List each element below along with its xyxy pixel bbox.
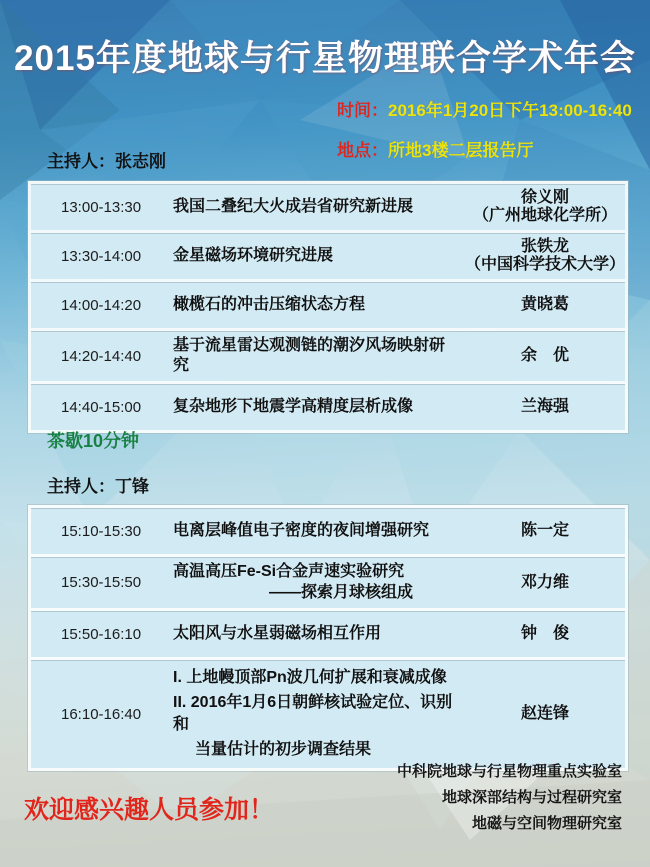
talk-title [173, 294, 465, 316]
schedule-row [31, 508, 625, 554]
welcome-message: 欢迎感兴趣人员参加！ [24, 796, 275, 824]
talk-title-line: 橄榄石的冲击压缩状态方程 [173, 296, 366, 313]
speaker-name-line: 张铁龙 [520, 238, 569, 255]
talk-title [173, 335, 465, 377]
time-slot: 14:00-14:20 [61, 296, 142, 314]
time-slot: 13:30-14:00 [61, 247, 142, 265]
speaker-name [465, 398, 625, 416]
time-slot: 13:00-13:30 [61, 198, 142, 216]
place-value: 所地3楼二层报告厅 [388, 141, 534, 160]
schedule-row [31, 331, 625, 381]
speaker-name-line: 黄晓葛 [520, 296, 569, 313]
schedule-table-1 [28, 181, 628, 433]
speaker-name-line: 陈一定 [520, 522, 569, 539]
talk-title-line: 我国二叠纪大火成岩省研究新进展 [173, 198, 414, 215]
speaker-name [465, 522, 625, 540]
talk-title [173, 196, 465, 218]
talk-title [173, 664, 465, 764]
organizer-list [397, 759, 622, 837]
speaker-name [465, 625, 625, 643]
schedule-row [31, 611, 625, 657]
session2-host: 主持人：丁锋 [47, 477, 149, 496]
schedule-row [31, 660, 625, 768]
schedule-row [31, 184, 625, 230]
time-slot: 14:40-15:00 [61, 398, 142, 416]
speaker-name [465, 574, 625, 592]
talk-title [173, 245, 465, 267]
speaker-name-line: 邓力维 [520, 573, 569, 591]
schedule-row [31, 557, 625, 608]
talk-title [173, 396, 465, 418]
event-time [337, 96, 632, 121]
talk-title-line: 高温高压Fe-Si合金声速实验研究 [173, 563, 405, 580]
organizer-line: 地磁与空间物理研究室 [471, 815, 622, 832]
talk-title-line: 复杂地形下地震学高精度层析成像 [173, 398, 414, 415]
talk-title-line: I. 上地幔顶部Pn波几何扩展和衰减成像 [173, 669, 447, 686]
speaker-name [465, 189, 625, 225]
speaker-name-line: 钟 俊 [520, 625, 569, 642]
event-place [337, 136, 632, 161]
talk-title-line: II. 2016年1月6日朝鲜核试验定位、识别和 [173, 694, 453, 733]
time-label: 时间： [337, 101, 388, 120]
schedule-row [31, 384, 625, 430]
speaker-name [465, 296, 625, 314]
session1-host: 主持人：张志刚 [47, 152, 166, 171]
event-meta [337, 96, 632, 176]
talk-title [173, 561, 465, 604]
schedule-table-2 [28, 505, 628, 771]
schedule-row [31, 282, 625, 328]
time-slot: 16:10-16:40 [61, 705, 142, 723]
time-slot: 15:50-16:10 [61, 625, 142, 643]
talk-title-line: 电离层峰值电子密度的夜间增强研究 [173, 522, 430, 539]
speaker-name-line: 赵连锋 [520, 705, 569, 722]
time-slot: 14:20-14:40 [61, 347, 142, 365]
speaker-name-line: （中国科学技术大学） [465, 256, 626, 273]
organizer-line: 地球深部结构与过程研究室 [441, 789, 622, 806]
speaker-name [465, 347, 625, 365]
talk-title-line: 金星磁场环境研究进展 [173, 247, 334, 264]
speaker-name [465, 238, 625, 274]
schedule-row [31, 233, 625, 279]
time-slot: 15:10-15:30 [61, 522, 142, 540]
tea-break-note: 茶歇10分钟 [47, 431, 140, 451]
place-label: 地点： [337, 141, 388, 160]
talk-title-line: ——探索月球核组成 [269, 584, 414, 601]
talk-title [173, 520, 465, 542]
talk-title [173, 623, 465, 645]
speaker-name [465, 705, 625, 723]
talk-title-line: 基于流星雷达观测链的潮汐风场映射研究 [173, 337, 446, 374]
speaker-name-line: 徐义刚 [520, 189, 569, 206]
speaker-name-line: （广州地球化学所） [472, 207, 617, 224]
organizer-line: 中科院地球与行星物理重点实验室 [396, 763, 622, 780]
poster-title: 2015年度地球与行星物理联合学术年会 [14, 39, 636, 78]
speaker-name-line: 余 优 [520, 347, 569, 364]
speaker-name-line: 兰海强 [520, 398, 569, 415]
time-slot: 15:30-15:50 [61, 574, 142, 591]
time-value: 2016年1月20日下午13:00-16:40 [388, 101, 632, 120]
talk-title-line: 太阳风与水星弱磁场相互作用 [173, 625, 382, 642]
talk-title-line: 当量估计的初步调查结果 [195, 741, 372, 758]
